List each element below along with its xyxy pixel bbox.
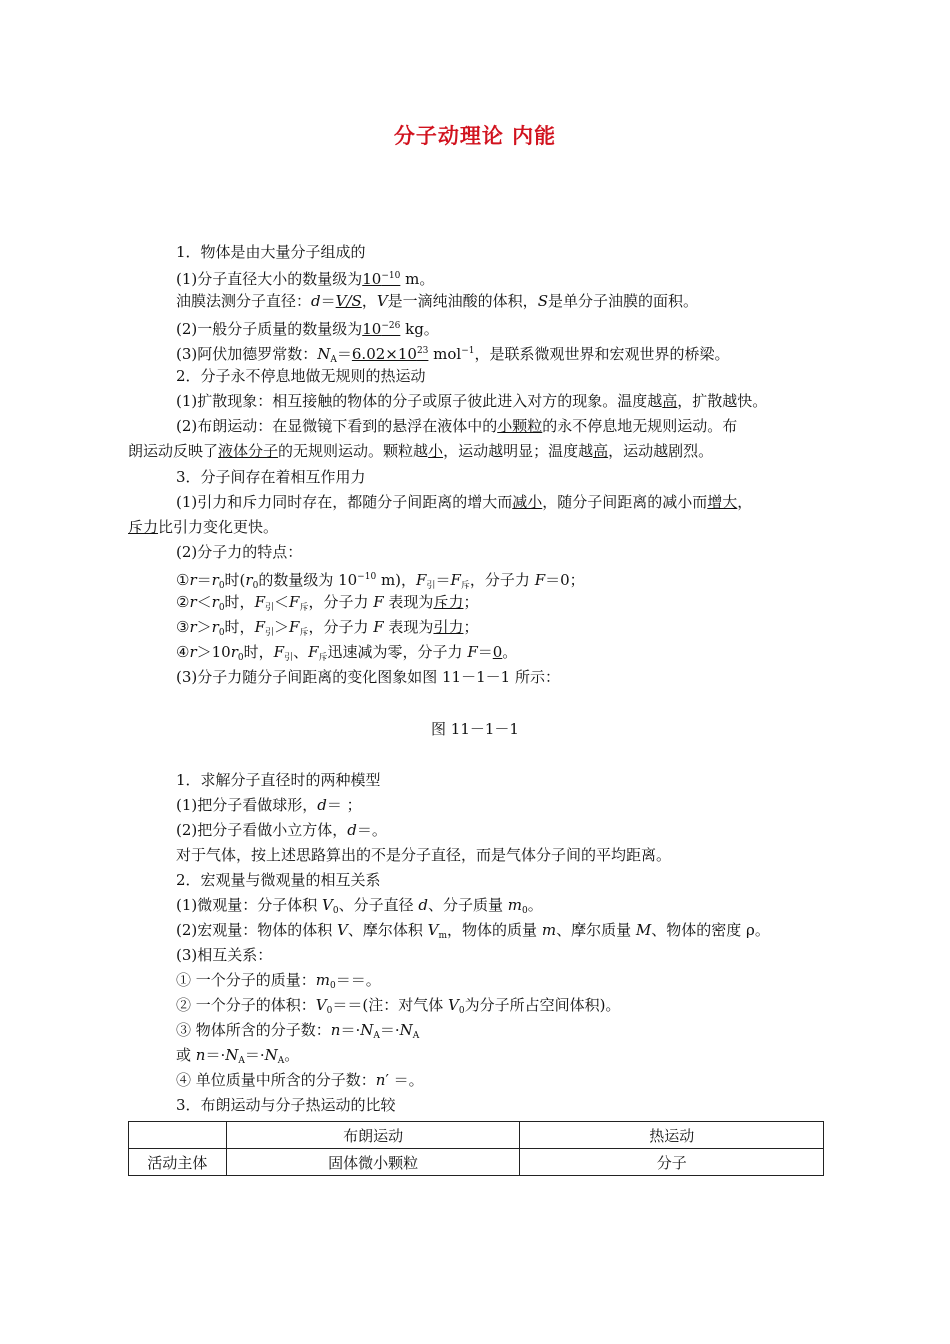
text-line: (2)宏观量：物体的体积 V、摩尔体积 $V_m$，物体的质量 m、摩尔质量 M、物体的密度 ρ。 bbox=[176, 921, 770, 941]
text-line: (1)把分子看做球形，d＝ ； bbox=[176, 796, 362, 814]
text-line: 斥力比引力变化更快。 bbox=[128, 518, 279, 536]
table-header-cell: 热运动 bbox=[520, 1122, 824, 1149]
table-row bbox=[129, 1149, 824, 1176]
table-cell: 分子 bbox=[520, 1149, 824, 1176]
text-line: $①r=r_0$时($r_0$的数量级为 $10^{-10}$ m)，$F_引=F_斥$，分子力 F＝0； bbox=[176, 571, 585, 591]
section-heading: 3．布朗运动与分子热运动的比较 bbox=[176, 1096, 396, 1114]
text-line: 油膜法测分子直径：d＝V/S，V是一滴纯油酸的体积，S是单分子油膜的面积。 bbox=[176, 292, 698, 310]
text-line: $②r<r_0$时，$F_引<F_斥$，分子力 F 表现为斥力； bbox=[176, 593, 479, 613]
text-line: (1)分子直径大小的数量级为$10^{-10}$ m。 bbox=[176, 270, 435, 288]
text-line: (3)相互关系： bbox=[176, 946, 273, 964]
text-line: ③ 物体所含的分子数：$n=\cdot N_A=\cdot N_A$ bbox=[176, 1021, 420, 1041]
text-line: ① 一个分子的质量：$m_0==$。 bbox=[176, 971, 381, 991]
section-heading: 1．求解分子直径时的两种模型 bbox=[176, 771, 381, 789]
text-line: (1)微观量：分子体积 $V_0$、分子直径 d、分子质量 $m_0$。 bbox=[176, 896, 543, 916]
text-line: 对于气体，按上述思路算出的不是分子直径，而是气体分子间的平均距离。 bbox=[176, 846, 672, 864]
table-cell: 固体微小颗粒 bbox=[226, 1149, 520, 1176]
text-line: (3)分子力随分子间距离的变化图象如图 11－1－1 所示： bbox=[176, 668, 560, 686]
section-heading: 3．分子间存在着相互作用力 bbox=[176, 468, 366, 486]
text-line: $③r>r_0$时，$F_引>F_斥$，分子力 F 表现为引力； bbox=[176, 618, 479, 638]
text-line: (1)引力和斥力同时存在，都随分子间距离的增大而减小，随分子间距离的减小而增大， bbox=[176, 493, 753, 511]
table-cell: 活动主体 bbox=[129, 1149, 227, 1176]
text-line: (2)一般分子质量的数量级为$10^{-26}$ kg。 bbox=[176, 320, 439, 338]
text-line: (2)把分子看做小立方体，d＝。 bbox=[176, 821, 387, 839]
text-line: (2)分子力的特点： bbox=[176, 543, 303, 561]
text-line: (1)扩散现象：相互接触的物体的分子或原子彼此进入对方的现象。温度越高，扩散越快。 bbox=[176, 392, 768, 410]
text-line: ④ 单位质量中所含的分子数：n′ ＝。 bbox=[176, 1071, 424, 1089]
section-heading: 1．物体是由大量分子组成的 bbox=[176, 243, 366, 261]
text-line: 朗运动反映了液体分子的无规则运动。颗粒越小，运动越明显；温度越高，运动越剧烈。 bbox=[128, 442, 714, 460]
text-line: (3)阿伏加德罗常数：$N_A=6.02\times 10^{23}$ mol$^{-1}$，是联系微观世界和宏观世界的桥梁。 bbox=[176, 345, 730, 365]
figure-caption: 图 11－1－1 bbox=[431, 720, 519, 738]
section-heading: 2．宏观量与微观量的相互关系 bbox=[176, 871, 381, 889]
section-heading: 2．分子永不停息地做无规则的热运动 bbox=[176, 367, 426, 385]
text-line: ② 一个分子的体积：$V_0==$(注：对气体 $V_0$为分子所占空间体积)。 bbox=[176, 996, 621, 1016]
table-header-cell bbox=[129, 1122, 227, 1149]
table-header-row bbox=[129, 1122, 824, 1149]
comparison-table bbox=[128, 1121, 824, 1176]
table-header-cell: 布朗运动 bbox=[226, 1122, 520, 1149]
text-line: 或 $n=\cdot N_A=\cdot N_A$。 bbox=[176, 1046, 300, 1066]
page-title: 分子动理论 内能 bbox=[393, 124, 557, 148]
text-line: (2)布朗运动：在显微镜下看到的悬浮在液体中的小颗粒的永不停息地无规则运动。布 bbox=[176, 417, 738, 435]
text-line: $④r>10r_0$时，$F_引$、$F_斥$迅速减为零，分子力 F＝0。 bbox=[176, 643, 518, 663]
